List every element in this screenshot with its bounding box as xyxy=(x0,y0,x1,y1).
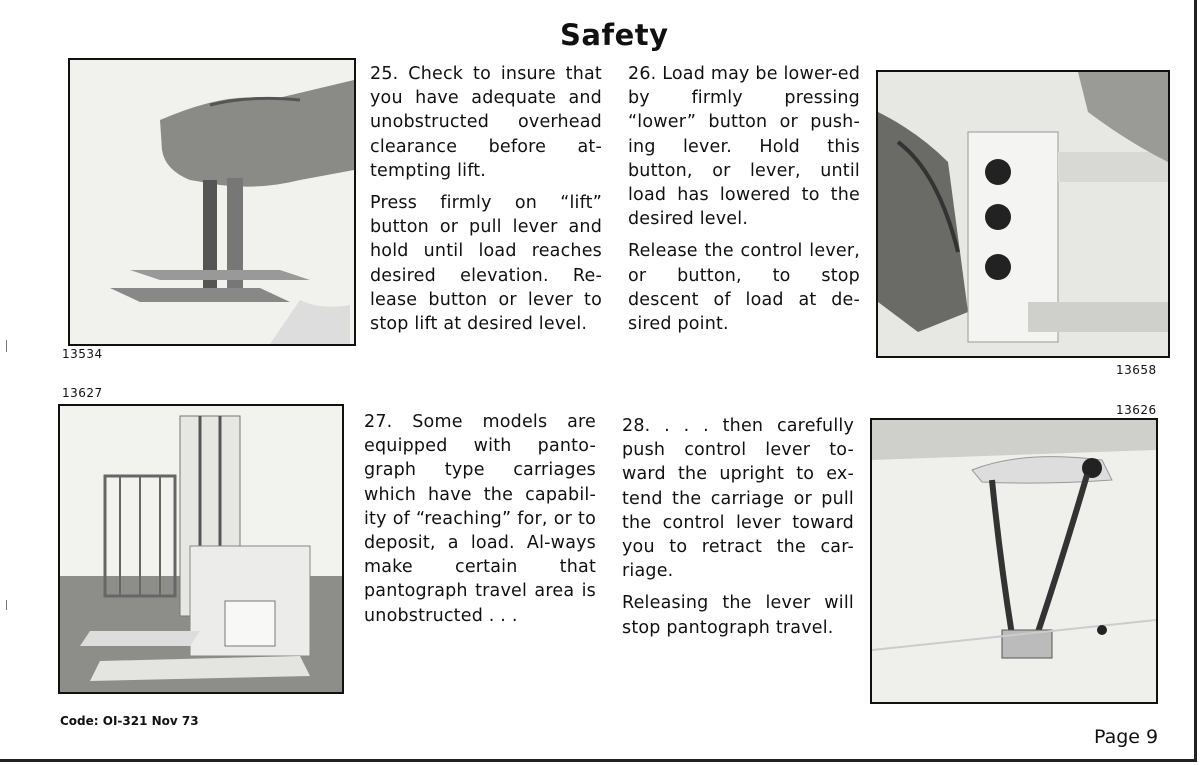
hand-on-lever-icon xyxy=(70,60,354,344)
item-25-text: 25. Check to insure that you have adequate and unobstructed overhead clearance before at-tempting lift. xyxy=(370,64,602,181)
item-25-text-2: Press firmly on “lift” button or pull lever and hold until load reaches desired elevation. Re-lease button or lever to stop lift at desired level. xyxy=(370,193,602,335)
item-27-text: 27. Some models are equipped with panto-graph type carriages which have the capabil-ity of “reaching” for, or to deposit, a load. Al-ways make certain that pantograph travel area is unobstructed . . . xyxy=(364,412,596,626)
item-26-text-2: Release the control lever, or button, to stop descent of load at de-sired point. xyxy=(628,241,860,335)
item-26-text: 26. Load may be lower-ed by firmly pressing “lower” button or push-ing lever. Hold this button, or lever, until load has lowered to the desired level. xyxy=(628,64,860,230)
photo-pantograph-lever xyxy=(870,418,1158,704)
photo-code-13627: 13627 xyxy=(62,386,103,400)
item-28-text-2: Releasing the lever will stop pantograph travel. xyxy=(622,593,854,638)
item-27 xyxy=(364,410,596,636)
photo-code-13658: 13658 xyxy=(1116,363,1157,377)
item-28-text: 28. . . . then carefully push control lever to-ward the upright to ex-tend the carriage or pull the control lever toward you to retract the car-riage. xyxy=(622,416,854,582)
item-25 xyxy=(370,62,602,344)
photo-hand-lever xyxy=(68,58,356,346)
pantograph-lever-icon xyxy=(872,420,1156,702)
margin-mark xyxy=(6,340,7,352)
item-26 xyxy=(628,62,860,344)
control-buttons-icon xyxy=(878,72,1168,356)
item-28 xyxy=(622,414,854,648)
photo-code-13534: 13534 xyxy=(62,347,103,361)
margin-mark xyxy=(6,600,7,610)
photo-control-buttons xyxy=(876,70,1170,358)
page-number: Page 9 xyxy=(1094,726,1159,748)
photo-pantograph-truck xyxy=(58,404,344,694)
pantograph-truck-icon xyxy=(60,406,342,692)
photo-code-13626: 13626 xyxy=(1116,403,1157,417)
page-title: Safety xyxy=(560,18,669,52)
footer-code: Code: OI-321 Nov 73 xyxy=(60,714,199,728)
